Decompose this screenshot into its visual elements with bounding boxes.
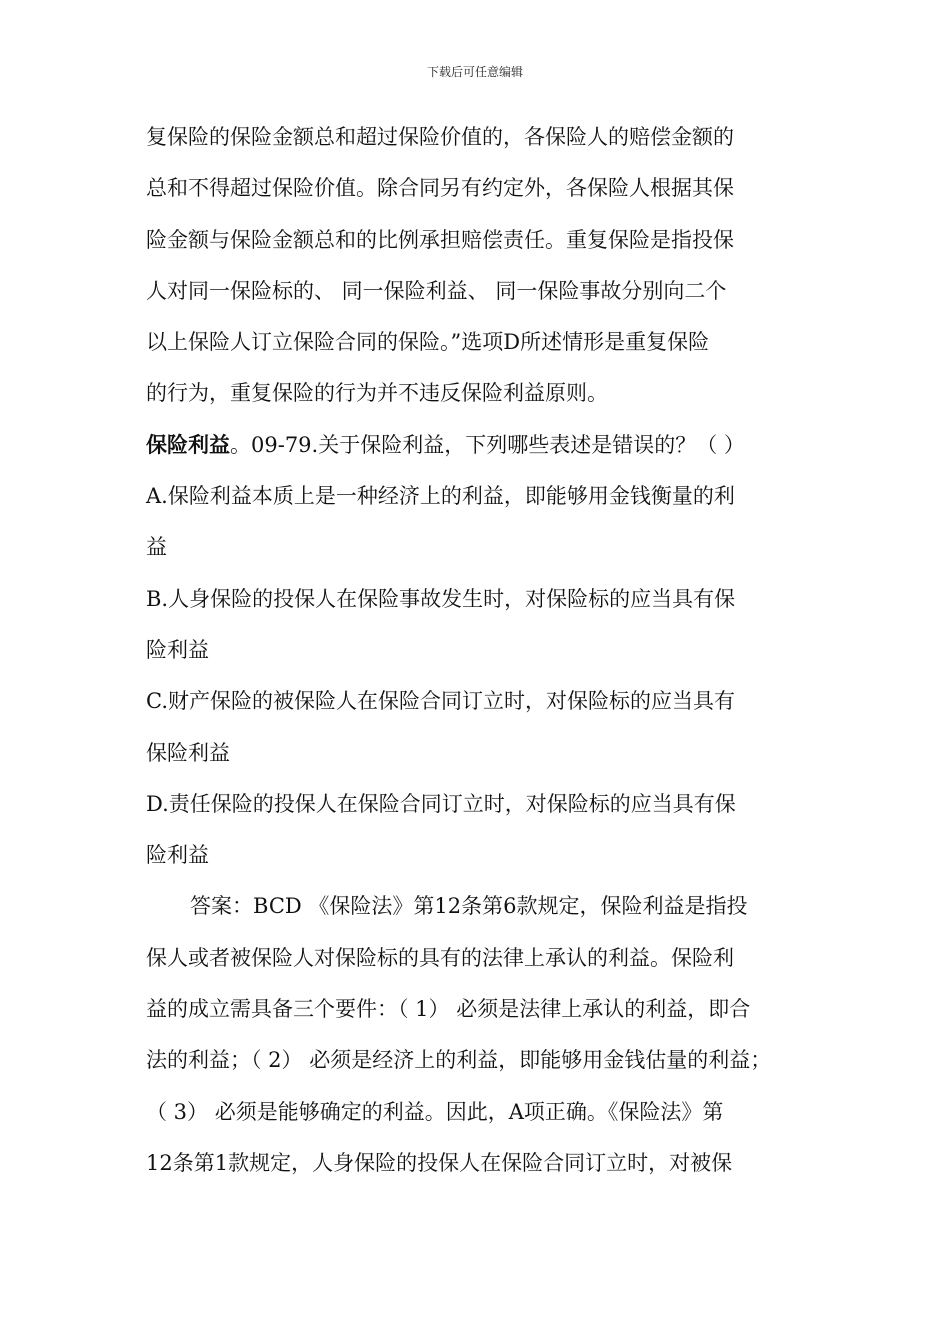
- body-line: 总和不得超过保险价值。除合同另有约定外，各保险人根据其保: [146, 176, 734, 201]
- answer-line: 法的利益；（ 2） 必须是经济上的利益，即能够用金钱估量的利益；: [146, 1048, 772, 1073]
- option-b-line: 险利益: [146, 637, 209, 662]
- option-c-line: C.财产保险的被保险人在保险合同订立时，对保险标的应当具有: [146, 689, 735, 714]
- body-line: 的行为，重复保险的行为并不违反保险利益原则。: [146, 381, 608, 406]
- answer-line: 答案：BCD 《保险法》第12条第6款规定，保险利益是指投: [190, 894, 748, 919]
- question-line: [146, 425, 826, 476]
- body-line: 以上保险人订立保险合同的保险。”选项D所述情形是重复保险: [146, 330, 710, 355]
- option-c-line: 保险利益: [146, 740, 230, 765]
- body-line: 险金额与保险金额总和的比例承担赔偿责任。重复保险是指投保: [146, 227, 734, 252]
- document-body: [146, 117, 826, 1194]
- body-line: 人对同一保险标的、 同一保险利益、 同一保险事故分别向二个: [146, 278, 727, 303]
- answer-line: 保人或者被保险人对保险标的具有的法律上承认的利益。保险利: [146, 945, 734, 970]
- answer-line: （ 3） 必须是能够确定的利益。因此，A项正确。《保险法》第: [146, 1099, 724, 1124]
- option-d-line: 险利益: [146, 843, 209, 868]
- option-b-line: B.人身保险的投保人在保险事故发生时，对保险标的应当具有保: [146, 586, 736, 611]
- question-heading: 保险利益: [146, 431, 230, 457]
- body-line: 复保险的保险金额总和超过保险价值的，各保险人的赔偿金额的: [146, 125, 734, 149]
- question-stem: 。09-79.关于保险利益，下列哪些表述是错误的？（ ）: [230, 432, 745, 457]
- answer-line: 益的成立需具备三个要件：（ 1） 必须是法律上承认的利益，即合: [146, 997, 751, 1022]
- answer-line: 12条第1款规定，人身保险的投保人在保险合同订立时，对被保: [146, 1150, 733, 1175]
- option-a-line: 益: [146, 535, 167, 560]
- page-header: 下载后可任意编辑: [426, 65, 523, 79]
- option-d-line: D.责任保险的投保人在保险合同订立时，对保险标的应当具有保: [146, 791, 736, 816]
- option-a-line: A.保险利益本质上是一种经济上的利益，即能够用金钱衡量的利: [146, 484, 735, 509]
